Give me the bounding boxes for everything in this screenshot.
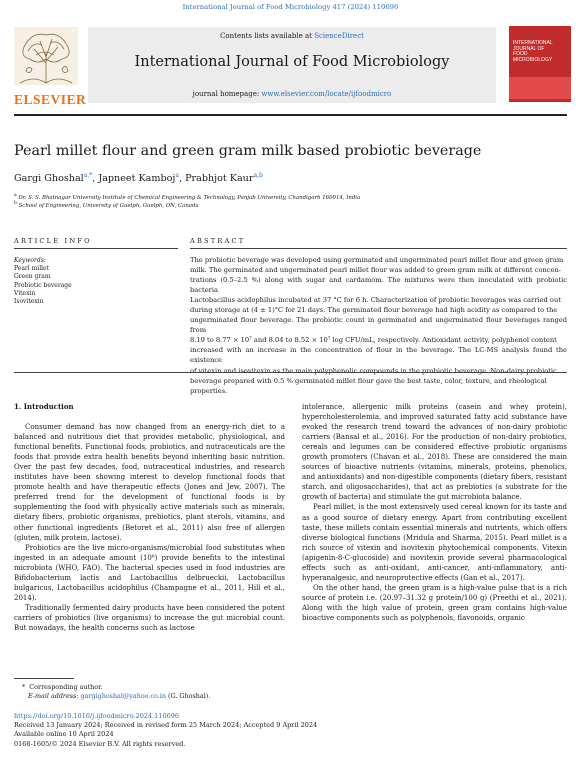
journal-masthead bbox=[88, 27, 496, 103]
author-name[interactable]: Gargi Ghoshal bbox=[14, 173, 84, 185]
journal-title: International Journal of Food Microbiology bbox=[134, 54, 450, 70]
abstract-line: ungerminated flour beverage. The probiotic count in germinated and ungerminated flour beverages ranged from bbox=[190, 316, 567, 335]
journal-homepage-link[interactable]: www.elsevier.com/locate/ijfoodmicro bbox=[261, 90, 392, 98]
body-paragraph: Traditionally fermented dairy products have been considered the potent carriers of probiotics (live organisms) to increase the gut microbial count. But nowadays, the health concerns such as lactose bbox=[14, 603, 285, 632]
email-label: E-mail address: bbox=[28, 692, 81, 700]
keyword: Vitexin bbox=[14, 289, 36, 297]
journal-homepage-line bbox=[88, 90, 496, 98]
corresponding-label: Corresponding author. bbox=[29, 683, 103, 691]
body-paragraph: Consumer demand has now changed from an energy-rich diet to a balanced and nutritious diet that provides metabolic, physiological, and functional benefits. Functional foods, probiotics, and nutraceuticals are the foods that provide extra health benefits beyond inheriting basic nutrition. Over the past few decades, food, nutraceutical industries, and research institutes have been showing interest to develop functional foods that promote health and have therapeutic effects (Jones and Jew, 2007). The preferred trend for the development of functional foods is by supplementing the food with physically active materials such as minerals, dietary fibers, probiotic organisms, prebiotics, plant sterols, vitamins, and other functional ingredients (Betoret et al., 2011) also free of allergen (gluten, milk protein, lactose). bbox=[14, 423, 285, 542]
available-online-date: Available online 10 April 2024 bbox=[14, 730, 114, 738]
abstract-rule bbox=[190, 248, 567, 249]
cover-title-line: JOURNAL OF bbox=[513, 45, 545, 52]
author-affiliation-marker[interactable]: a,b bbox=[253, 172, 263, 179]
footnote-marker: * bbox=[22, 683, 26, 691]
affiliation bbox=[14, 201, 567, 209]
author-name[interactable]: Prabhjot Kaur bbox=[185, 173, 254, 185]
corresponding-author-note bbox=[22, 683, 102, 692]
header-divider bbox=[14, 114, 567, 116]
homepage-prefix: journal homepage: bbox=[192, 90, 262, 98]
elsevier-tree-icon bbox=[14, 27, 78, 85]
email-suffix: (G. Ghoshal). bbox=[165, 692, 211, 700]
elsevier-logo[interactable] bbox=[14, 27, 87, 107]
publisher-name: ELSEVIER bbox=[14, 92, 87, 107]
abstract-body bbox=[190, 255, 567, 396]
author-list: Gargi Ghoshal$^{a,*}$, Japneet Kamboj$^a$, Prabhjot Kaur$^{a,b}$ bbox=[14, 172, 263, 185]
cover-title-line: FOOD bbox=[513, 51, 528, 57]
body-paragraph: intolerance, allergenic milk proteins (casein and whey protein), hypercholesterolemia, and improved saturated fatty acid substance have evoked the research trend toward the advances of non-dairy probiotic carriers (Bansal et al., 2016). For the production of non-dairy probiotics, cereals and legumes can be considered effective probiotic organisms growth promoters (Chavan et al., 2018). These are considered the main sources of bioactive nutrients (vitamins, minerals, proteins, phenolics, and antioxidants) and non-digestible components (dietary fibers, resistant starch, and oligosaccharides), that act as prebiotics (a substrate for the growth of bacteria) and stimulate the gut microbiota balance. bbox=[302, 403, 567, 502]
section-heading-introduction: 1. Introduction bbox=[14, 402, 74, 411]
received-dates: Received 13 January 2024; Received in revised form 25 March 2024; Accepted 9 April 2024 bbox=[14, 721, 318, 729]
contents-line bbox=[88, 32, 496, 40]
abstract-line: The probiotic beverage was developed using germinated and ungerminated pearl millet flour and green gram bbox=[190, 256, 564, 264]
email-note bbox=[28, 692, 210, 701]
keyword: Green gram bbox=[14, 273, 51, 281]
affiliation bbox=[14, 193, 567, 201]
keyword-list bbox=[14, 265, 72, 306]
abstract-heading: ABSTRACT bbox=[190, 237, 246, 245]
sciencedirect-link[interactable]: ScienceDirect bbox=[314, 32, 364, 40]
copyright-notice: 0168-1605/© 2024 Elsevier B.V. All rights reserved. bbox=[14, 740, 186, 748]
running-header: International Journal of Food Microbiology 417 (2024) 110696 bbox=[182, 3, 399, 11]
abstract-line: Lactobacillus acidophilus incubated at 37 °C for 6 h. Characterization of probiotic beverages was carried out bbox=[190, 296, 561, 305]
cover-title bbox=[513, 41, 567, 63]
abstract-line: of vitexin and isovitexin as the main polyphenolic compounds in the probiotic beverage. Non-dairy probiotic bbox=[190, 366, 557, 375]
footnote-rule bbox=[14, 678, 74, 679]
body-paragraph: Probiotics are the live micro-organisms/microbial food substitutes when ingested in an adequate amount (10⁶) provide benefits to the intestinal microbiota (WHO, FAO). The bacterial species used in food industries are Bifidobacterium lactis and Lactobacillus delbrueckii, Lactobacillus bulgaricus, Lactobacillus acidophilus (Champagne et al., 2011, Hill et al., 2014). bbox=[14, 543, 285, 602]
abstract-line: properties. bbox=[190, 386, 228, 395]
abstract-line: trations (0.5–2.5 %) along with sugar and cardamom. The mixtures were then inoculated with probiotic bacteria bbox=[190, 276, 567, 295]
body-left-column bbox=[14, 402, 285, 633]
keyword: Isovitexin bbox=[14, 298, 44, 306]
body-paragraph: Pearl millet, is the most extensively used cereal known for its taste and as a good source of dietary energy. Apart from contributing excellent taste, these millets contain essential minerals and nutrients, which offers diverse biological functions (Mridula and Sharma, 2015). Pearl millet is a rich source of vitexin and isovitexin phytochemical components. Vitexin (apigenin-8-C-glucoside) and isovitexin provide several pharmacological effects such as anti-oxidant, anti-cancer, anti-inflammatory, anti-hyperanalgesic, and neuroprotective effects (Gan et al., 2017). bbox=[302, 503, 567, 582]
doi-text[interactable]: https://doi.org/10.1016/j.ijfoodmicro.2024.110696 bbox=[14, 712, 179, 720]
cover-title-line: MICROBIOLOGY bbox=[513, 56, 553, 63]
author-affiliation-marker[interactable]: a,* bbox=[83, 172, 93, 179]
abstract-line: 8.19 to 8.77 × 10⁷ and 8.04 to 8.52 × 10⁷ log CFU/mL, respectively. Antioxidant activity, polyphenol content bbox=[190, 336, 557, 345]
author-name[interactable]: Japneet Kamboj bbox=[98, 173, 176, 185]
contents-prefix: Contents lists available at bbox=[220, 32, 315, 40]
author-email-link[interactable]: gargighoshal@yahoo.co.in bbox=[80, 692, 166, 700]
keywords-label: Keywords: bbox=[14, 257, 46, 264]
abstract-line: milk. The germinated and ungerminated pearl millet flour was added to green gram milk at different concen- bbox=[190, 266, 562, 275]
affiliation-text: Dr. S. S. Bhatnagar University Institute of Chemical Engineering & Technology, Panjab University, Chandigarh 160014, India bbox=[18, 194, 361, 201]
abstract-bottom-rule bbox=[14, 372, 567, 373]
abstract-line: during storage at (4 ± 1)°C for 21 days. The germinated flour beverage had high acidity as compared to the bbox=[190, 306, 558, 315]
affiliation-marker: b bbox=[14, 201, 17, 206]
cover-title-line: INTERNATIONAL bbox=[513, 40, 553, 46]
keyword: Pearl millet bbox=[14, 265, 49, 272]
cover-graphic bbox=[509, 77, 571, 99]
keyword: Probiotic beverage bbox=[14, 281, 72, 289]
affiliation-marker: a bbox=[14, 193, 17, 198]
abstract-line: increased with an increase in the concentration of flour in the beverage. The LC-MS analysis found the existence bbox=[190, 346, 567, 365]
doi-link[interactable] bbox=[14, 712, 179, 721]
article-title: Pearl millet flour and green gram milk based probiotic beverage bbox=[14, 143, 482, 159]
journal-cover-image[interactable] bbox=[509, 26, 571, 102]
body-right-column bbox=[302, 402, 567, 623]
article-info-rule bbox=[14, 248, 178, 249]
affiliation-text: School of Engineering, University of Guelph, Guelph, ON, Canada bbox=[18, 202, 199, 209]
article-info-heading: ARTICLE INFO bbox=[14, 237, 92, 245]
abstract-line: beverage prepared with 0.5 % germinated millet flour gave the best taste, color, texture, and rheological bbox=[190, 376, 547, 385]
author-affiliation-marker[interactable]: a bbox=[175, 172, 179, 179]
body-paragraph: On the other hand, the green gram is a high-value pulse that is a rich source of protein i.e. (20.97–31.32 g protein/100 g) (Preethi et al., 2021). Along with the high value of protein, green gram contains high-value bioactive components such as polyphenols, flavonoids, organic bbox=[302, 583, 567, 622]
